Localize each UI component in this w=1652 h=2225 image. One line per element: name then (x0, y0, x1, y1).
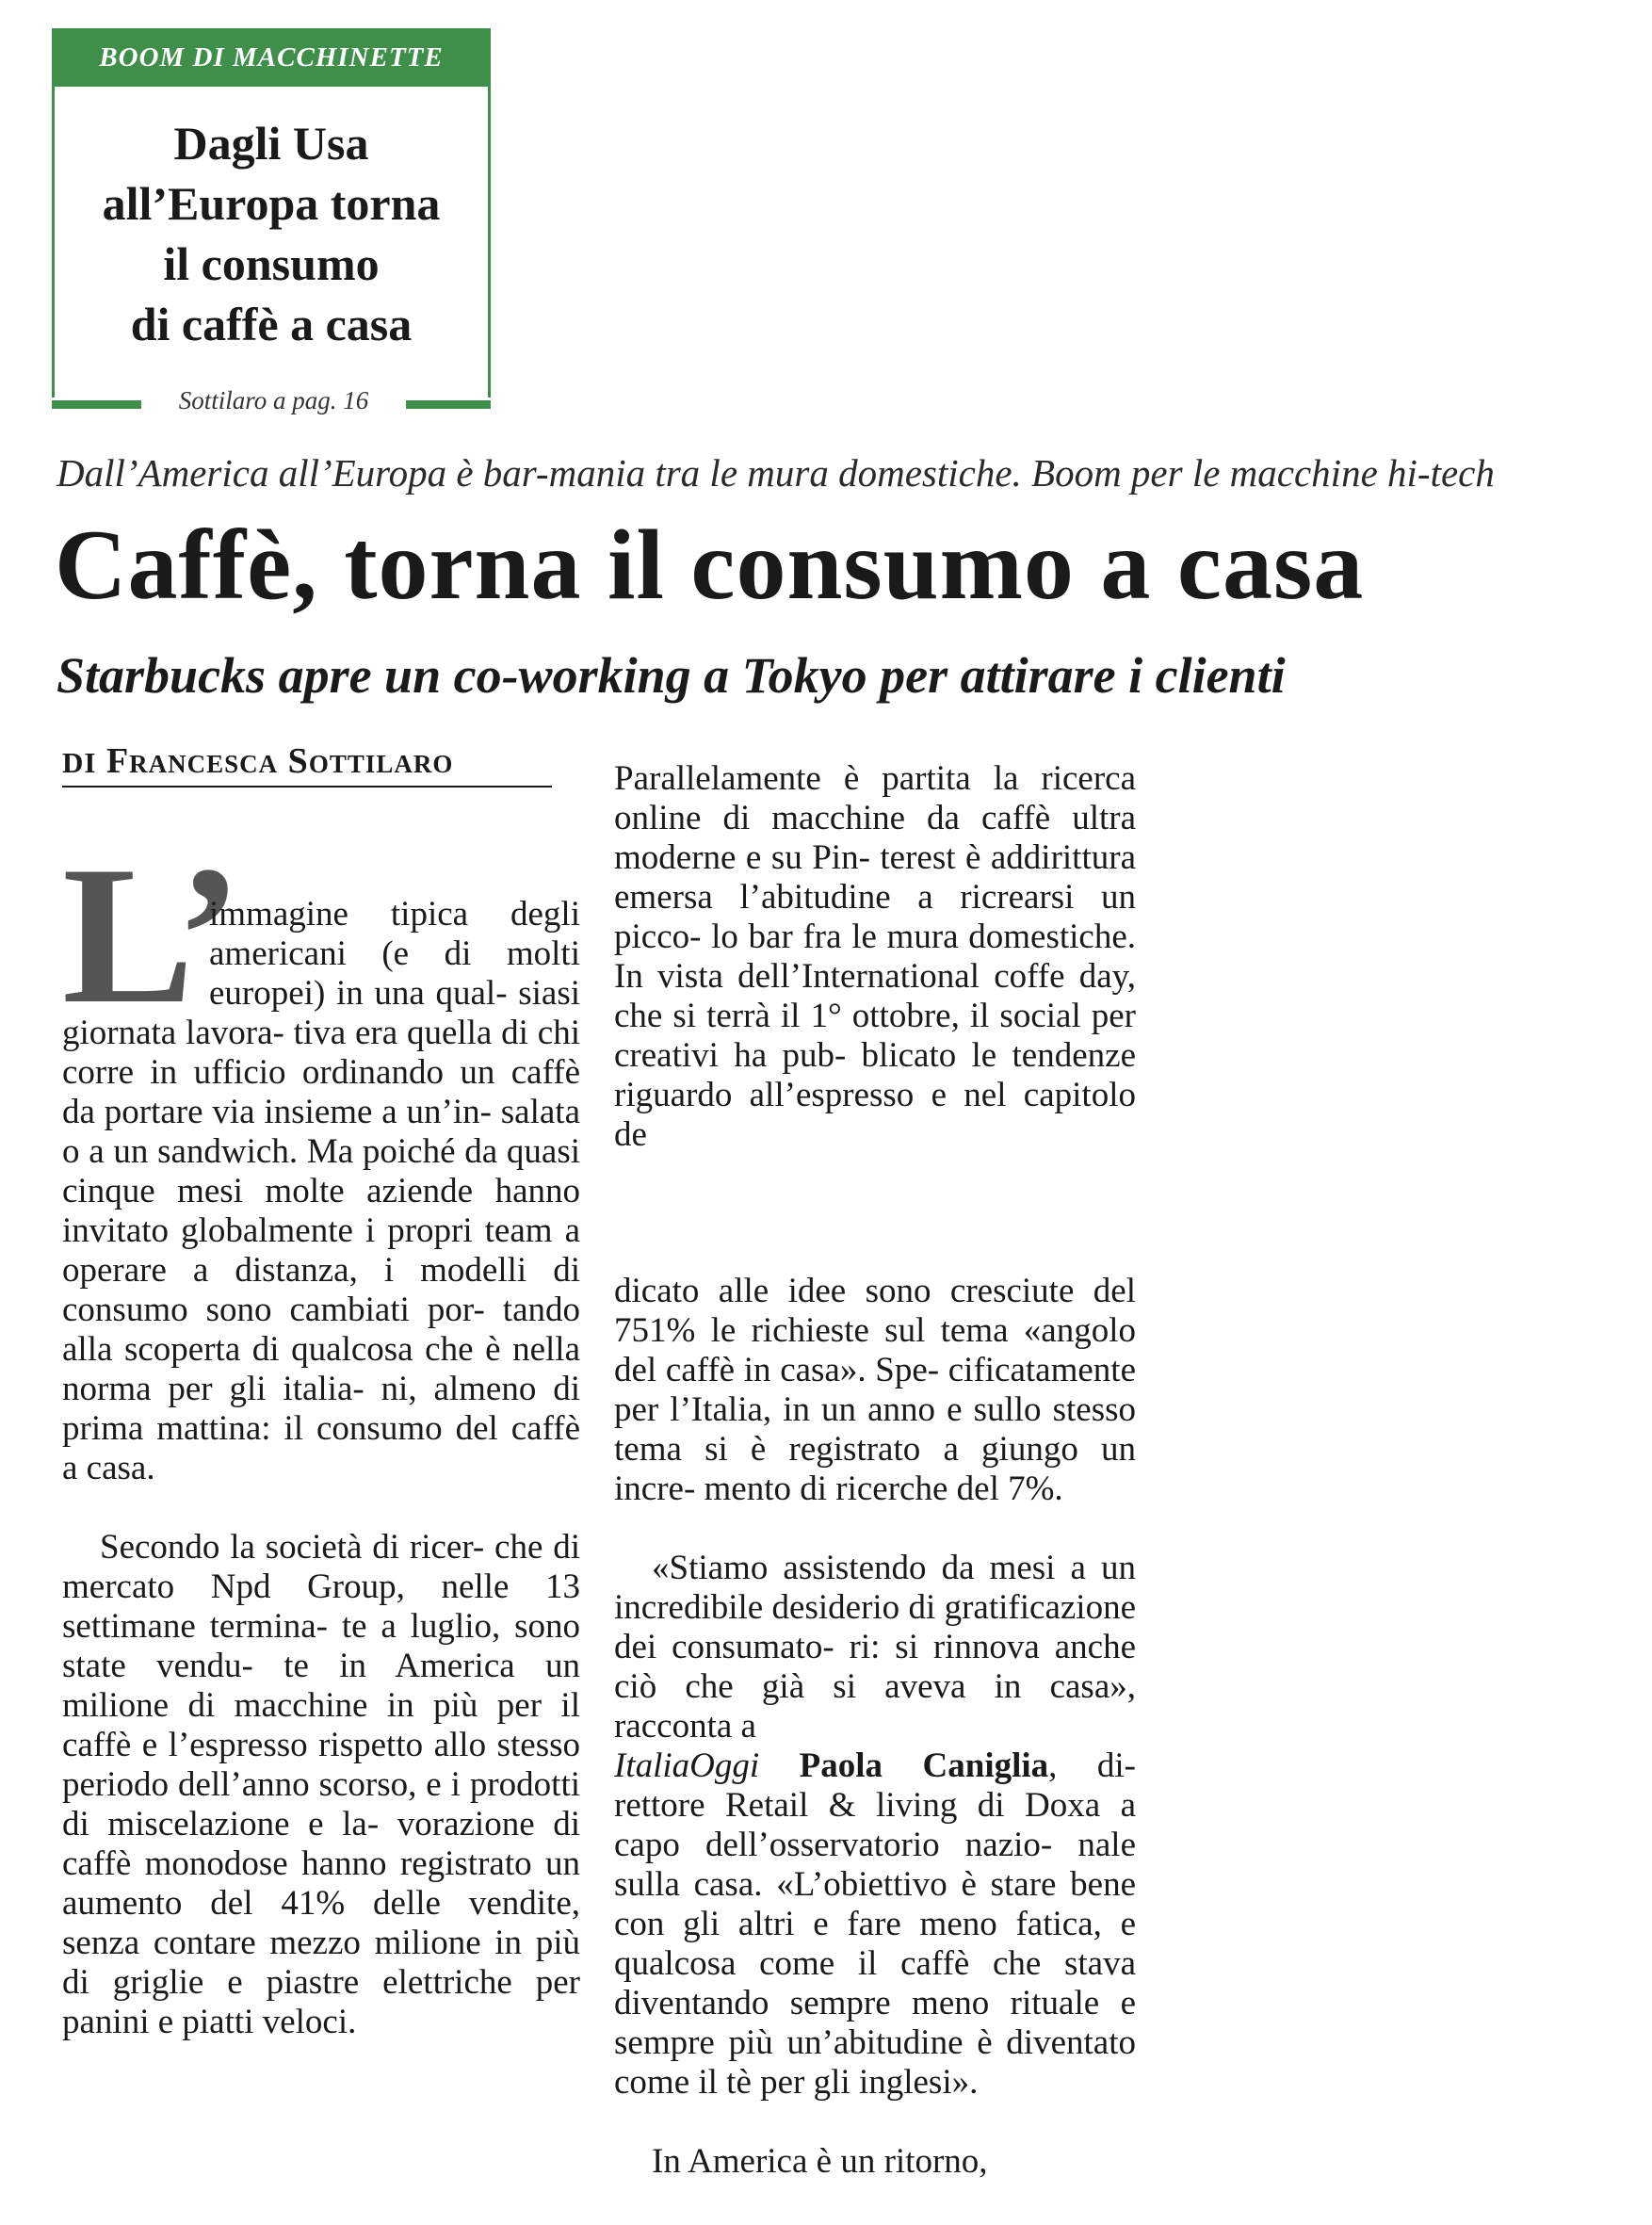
paragraph-america: In America è un ritorno, (652, 2142, 988, 2181)
teaser-border-left (52, 87, 55, 398)
paragraph-pinterest: Parallelamente è partita la ricerca online di macchine da caffè ultra moderne e su Pin- terest è addirittura emersa l’abitudine a ricrearsi un picco- lo bar fra le mura domestiche. In vista dell’International coffe day, che si terrà il 1° ottobre, il social per creativi ha pub- blicato le tendenze riguardo all’espresso e nel capitolo de (614, 759, 1136, 1154)
paragraph-intro: immagine tipica degli americani (e di molti europei) in una qual- siasi giornata lavora- tiva era quella di chi corre in ufficio ordinando un caffè da portare via insieme a un’in- salata o a un sandwich. Ma poiché da quasi cinque mesi molte aziende hanno invitato globalmente i propri team a operare a distanza, i modelli di consumo sono cambiati por- tando alla scoperta di qualcosa che è nella norma per gli italia- ni, almeno di prima mattina: il consumo del caffè a casa. (62, 895, 580, 1487)
paragraph-italy-searches: dicato alle idee sono cresciute del 751% le richieste sul tema «angolo del caffè in casa». Spe- cificatamente per l’Italia, in un anno e sullo stesso tema si è registrato a giungo un incre- mento di ricerche del 7%. (614, 1272, 1136, 1508)
byline-author (106, 741, 453, 781)
teaser-rule-right (406, 400, 491, 409)
quote-text-b: , di- rettore Retail & living di Doxa a capo dell’osservatorio nazio- nale sulla casa. «L’obiettivo è stare bene con gli altri e fare meno fatica, e qualcosa come il caffè che stava diventando sempre meno rituale e sempre più un’abitudine è diventato come il tè per gli inglesi». (614, 1746, 1136, 2102)
drop-cap: L’ (62, 826, 242, 1045)
paragraph-quote (614, 1549, 1136, 2103)
article-subtitle: Starbucks apre un co-working a Tokyo per attirare i clienti (57, 647, 1286, 704)
teaser-border-right (488, 87, 491, 398)
teaser-kicker: BOOM DI MACCHINETTE (52, 28, 491, 87)
column-gap (614, 1194, 1136, 1232)
teaser-rule-left (52, 400, 141, 409)
paragraph-npd-group: Secondo la società di ricer- che di mercato Npd Group, nelle 13 settimane termina- te a luglio, sono state vendu- te in America un milione di macchine in più per il caffè e l’espresso rispetto allo stesso periodo dell’anno scorso, e i prodotti di miscelazione e la- vorazione di caffè monodose hanno registrato un aumento del 41% delle vendite, senza contare mezzo milione in più di griglie e piastre elettriche per panini e piatti veloci. (62, 1528, 580, 2041)
quote-person-name: Paola Caniglia (799, 1746, 1049, 1785)
article-title: Caffè, torna il consumo a casa (55, 510, 1365, 620)
teaser-page-reference[interactable]: Sottilaro a pag. 16 (178, 386, 369, 414)
byline-prefix: DI (62, 746, 97, 779)
article-column-1 (62, 816, 580, 2082)
byline-author-name: Francesca Sottilaro (105, 741, 454, 781)
article-column-2 (614, 720, 1136, 2221)
quote-source-italiaoggi: ItaliaOggi (614, 1746, 760, 1785)
teaser-box[interactable] (52, 28, 491, 424)
teaser-headline[interactable]: Dagli Usa all’Europa torna il consumo di caffè a casa (102, 117, 441, 350)
article-overline: Dall’America all’Europa è bar-mania tra le mura domestiche. Boom per le macchine hi-tech (57, 451, 1495, 495)
quote-text-a: «Stiamo assistendo da mesi a un incredibile desiderio di gratificazione dei consumato- ri: si rinnova anche ciò che già si aveva in casa», racconta a (614, 1549, 1136, 1746)
byline (62, 740, 552, 788)
